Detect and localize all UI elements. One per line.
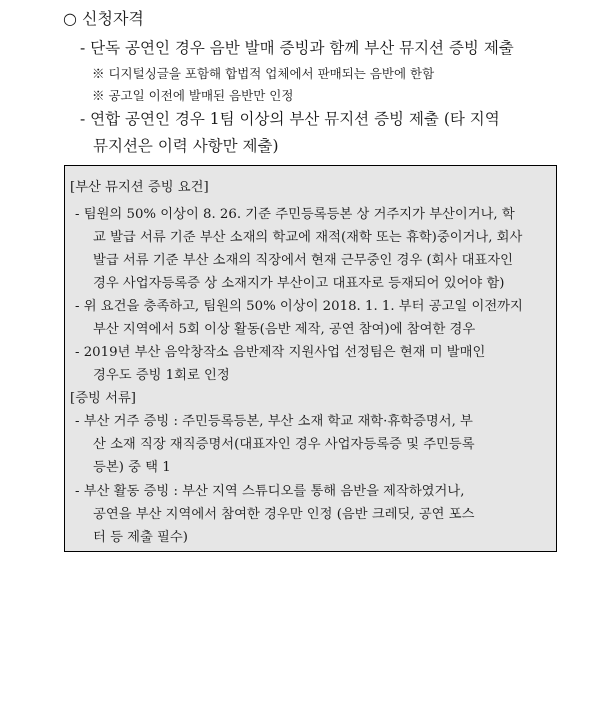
section-heading: ○ 신청자격 [63, 9, 144, 28]
box-section-title-documents: [증빙 서류] [70, 391, 136, 406]
note-digital-single: ※ 디지털싱글을 포함해 합법적 업체에서 판매되는 음반에 한함 [92, 66, 435, 81]
box-line: 부산 지역에서 5회 이상 활동(음반 제작, 공연 참여)에 참여한 경우 [93, 322, 476, 337]
box-line: 경우 사업자등록증 상 소재지가 부산이고 대표자로 등재되어 있어야 함) [93, 276, 505, 291]
box-line: - 2019년 부산 음악창작소 음반제작 지원사업 선정팀은 현재 미 발매인 [75, 345, 486, 360]
requirements-box [64, 165, 557, 552]
box-section-title-requirements: [부산 뮤지션 증빙 요건] [70, 180, 209, 195]
box-line: 경우도 증빙 1회로 인정 [93, 368, 230, 383]
box-line: 산 소재 직장 재직증명서(대표자인 경우 사업자등록증 및 주민등록 [93, 437, 475, 452]
bullet-joint-performance-cont: 뮤지션은 이력 사항만 제출) [93, 137, 279, 155]
box-line: 공연을 부산 지역에서 참여한 경우만 인정 (음반 크레딧, 공연 포스 [93, 507, 475, 522]
box-line: - 부산 거주 증빙 : 주민등록등본, 부산 소재 학교 재학·휴학증명서, 부 [75, 414, 473, 429]
note-release-date: ※ 공고일 이전에 발매된 음반만 인정 [92, 88, 294, 103]
bullet-joint-performance: - 연합 공연인 경우 1팀 이상의 부산 뮤지션 증빙 제출 (타 지역 [80, 110, 500, 128]
box-line: - 팀원의 50% 이상이 8. 26. 기준 주민등록등본 상 거주지가 부산이거나, 학 [75, 207, 515, 222]
box-line: 교 발급 서류 기준 부산 소재의 학교에 재적(재학 또는 휴학)중이거나, 회사 [93, 230, 523, 245]
bullet-solo-performance: - 단독 공연인 경우 음반 발매 증빙과 함께 부산 뮤지션 증빙 제출 [80, 39, 514, 57]
box-line: - 위 요건을 충족하고, 팀원의 50% 이상이 2018. 1. 1. 부터 공고일 이전까지 [75, 299, 523, 314]
box-line: 터 등 제출 필수) [93, 530, 188, 545]
box-line: 발급 서류 기준 부산 소재의 직장에서 현재 근무중인 경우 (회사 대표자인 [93, 253, 513, 268]
box-line: 등본) 중 택 1 [93, 460, 171, 475]
box-line: - 부산 활동 증빙 : 부산 지역 스튜디오를 통해 음반을 제작하였거나, [75, 484, 465, 499]
